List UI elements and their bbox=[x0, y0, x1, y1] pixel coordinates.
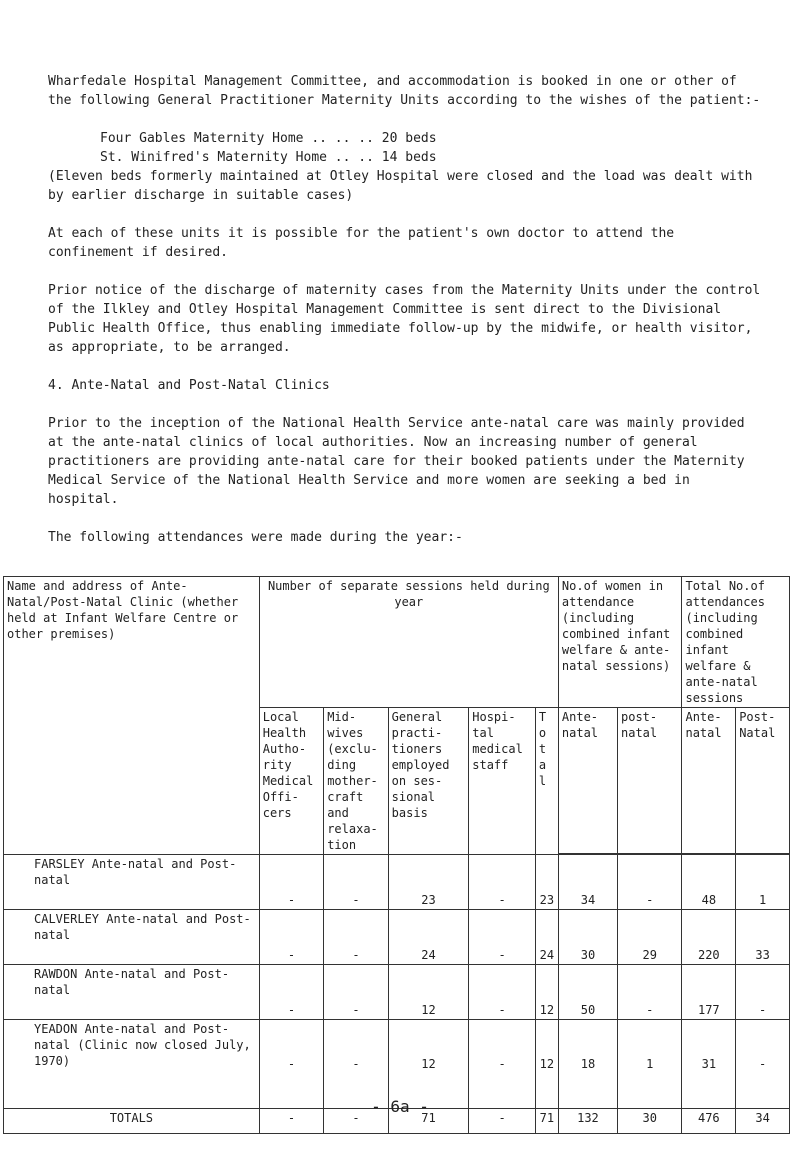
cell-hosp: - bbox=[469, 965, 536, 1020]
cell-local: - bbox=[259, 910, 323, 965]
clinic-name: CALVERLEY Ante-natal and Post-natal bbox=[4, 910, 260, 965]
intro-paragraph: Wharfedale Hospital Management Committee, and accommodation is booked in one or other of the following General Practitioner Maternity Units according to the wishes of the patient:- bbox=[48, 74, 761, 108]
totals-label: TOTALS bbox=[4, 1109, 260, 1134]
cell-gp: 12 bbox=[388, 965, 469, 1020]
page-number: - 6a - bbox=[371, 1097, 429, 1116]
home-beds: 20 beds bbox=[381, 131, 437, 146]
cell-women-post: 29 bbox=[618, 910, 682, 965]
cell-hosp: - bbox=[469, 855, 536, 910]
cell-att-post: - bbox=[736, 965, 790, 1020]
cell-local: - bbox=[259, 1020, 323, 1109]
header-total: T o t a l bbox=[535, 708, 558, 855]
cell-total: 12 bbox=[535, 965, 558, 1020]
cell-total: 12 bbox=[535, 1020, 558, 1109]
eleven-beds-note: (Eleven beds formerly maintained at Otley Hospital were closed and the load was dealt with by earlier discharge in suitable cases) bbox=[48, 169, 753, 203]
cell-att-ante: 31 bbox=[682, 1020, 736, 1109]
cell-women-ante: 50 bbox=[558, 965, 617, 1020]
table-row bbox=[4, 965, 790, 1020]
header-att-post: Post- Natal bbox=[736, 708, 790, 854]
section-heading: 4. Ante-Natal and Post-Natal Clinics bbox=[48, 378, 330, 393]
cell-att-ante: 48 bbox=[682, 855, 736, 910]
cell-local: - bbox=[259, 855, 323, 910]
document-body bbox=[48, 72, 768, 547]
cell-mid: - bbox=[324, 855, 388, 910]
total-att-ante: 476 bbox=[682, 1109, 736, 1134]
cell-total: 24 bbox=[535, 910, 558, 965]
total-women-ante: 132 bbox=[558, 1109, 617, 1134]
clinic-name: RAWDON Ante-natal and Post-natal bbox=[4, 965, 260, 1020]
header-clinic-name: Name and address of Ante-Natal/Post-Natal Clinic (whether held at Infant Welfare Centre or other premises) bbox=[4, 577, 260, 855]
header-women-ante: Ante- natal bbox=[558, 708, 617, 854]
cell-hosp: - bbox=[469, 910, 536, 965]
cell-att-post: 1 bbox=[736, 855, 790, 910]
attendance-table bbox=[3, 576, 790, 1134]
table-row bbox=[4, 910, 790, 965]
doctor-paragraph: At each of these units it is possible for the patient's own doctor to attend the confinement if desired. bbox=[48, 226, 675, 260]
header-att-ante: Ante- natal bbox=[682, 708, 736, 854]
cell-women-post: - bbox=[618, 965, 682, 1020]
total-total: 71 bbox=[535, 1109, 558, 1134]
header-sessions: Number of separate sessions held during year bbox=[259, 577, 558, 708]
header-hospital: Hospi- tal medical staff bbox=[469, 708, 536, 855]
header-attendances: Total No.of attendances (including combined infant welfare & ante-natal sessions bbox=[682, 577, 790, 708]
cell-women-post: 1 bbox=[618, 1020, 682, 1109]
header-row-1 bbox=[4, 577, 790, 708]
cell-hosp: - bbox=[469, 1020, 536, 1109]
total-hosp: - bbox=[469, 1109, 536, 1134]
prior-notice-paragraph: Prior notice of the discharge of maternity cases from the Maternity Units under the control of the Ilkley and Otley Hospital Management Committee is sent direct to the Divisional Public Health Office, thus enabling immediate follow-up by the midwife, or health visitor, as appropriate, to be arranged. bbox=[48, 283, 761, 355]
cell-gp: 24 bbox=[388, 910, 469, 965]
cell-local: - bbox=[259, 965, 323, 1020]
attendances-intro: The following attendances were made during the year:- bbox=[48, 530, 463, 545]
cell-gp: 23 bbox=[388, 855, 469, 910]
cell-women-post: - bbox=[618, 855, 682, 910]
cell-att-post: - bbox=[736, 1020, 790, 1109]
home-name: Four Gables Maternity Home .. .. .. bbox=[100, 131, 374, 146]
total-mid: - bbox=[324, 1109, 388, 1134]
cell-mid: - bbox=[324, 910, 388, 965]
inception-paragraph: Prior to the inception of the National Health Service ante-natal care was mainly provided at the ante-natal clinics of local authorities. Now an increasing number of general practitioners are providing ante-natal care for their booked patients under the Maternity Medical Service of the National Health Service and more women are seeking a bed in hospital. bbox=[48, 416, 745, 507]
cell-mid: - bbox=[324, 1020, 388, 1109]
cell-att-ante: 220 bbox=[682, 910, 736, 965]
total-gp: 71 bbox=[388, 1109, 469, 1134]
cell-total: 23 bbox=[535, 855, 558, 910]
total-women-post: 30 bbox=[618, 1109, 682, 1134]
header-midwives: Mid- wives (exclu- ding mother- craft and relaxa- tion bbox=[324, 708, 388, 855]
table-row bbox=[4, 855, 790, 910]
header-gp: General practi- tioners employed on ses- sional basis bbox=[388, 708, 469, 855]
clinic-name: YEADON Ante-natal and Post-natal (Clinic now closed July, 1970) bbox=[4, 1020, 260, 1109]
total-local: - bbox=[259, 1109, 323, 1134]
cell-women-ante: 30 bbox=[558, 910, 617, 965]
header-women-post: post- natal bbox=[618, 708, 682, 854]
header-local-health: Local Health Autho- rity Medical Offi- cers bbox=[259, 708, 323, 855]
home-st-winifreds bbox=[48, 148, 768, 167]
cell-women-ante: 34 bbox=[558, 855, 617, 910]
cell-att-post: 33 bbox=[736, 910, 790, 965]
cell-mid: - bbox=[324, 965, 388, 1020]
clinic-name: FARSLEY Ante-natal and Post-natal bbox=[4, 855, 260, 910]
cell-gp: 12 bbox=[388, 1020, 469, 1109]
cell-att-ante: 177 bbox=[682, 965, 736, 1020]
home-name: St. Winifred's Maternity Home .. .. bbox=[100, 150, 374, 165]
table-row bbox=[4, 1020, 790, 1109]
home-beds: 14 beds bbox=[381, 150, 437, 165]
home-four-gables bbox=[48, 129, 768, 148]
cell-women-ante: 18 bbox=[558, 1020, 617, 1109]
header-women: No.of women in attendance (including combined infant welfare & ante-natal sessions) bbox=[558, 577, 682, 708]
total-att-post: 34 bbox=[736, 1109, 790, 1134]
